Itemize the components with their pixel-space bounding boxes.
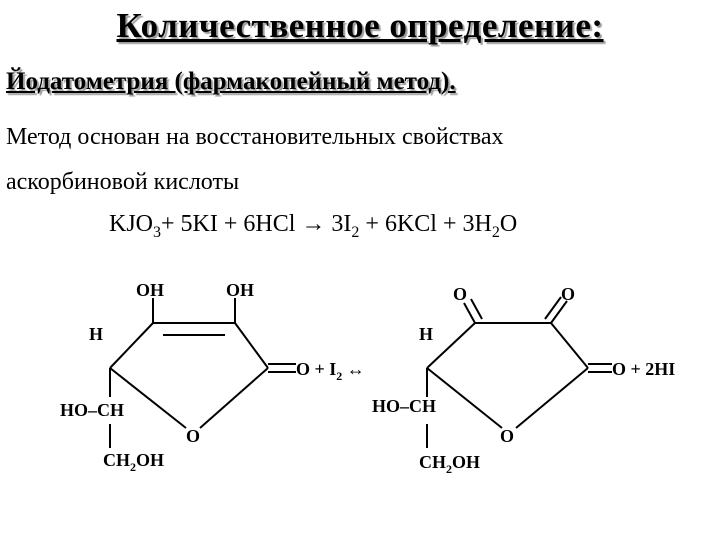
equilibrium-arrow: ↔ (342, 359, 365, 379)
hoch-label-right: HO–CH (372, 396, 437, 416)
hydroxyl-label-2: OH (226, 280, 255, 300)
eq-sub-2: 2 (351, 224, 360, 241)
carbonyl-oxygen-label (296, 359, 365, 383)
keto-oxygen-label-1: O (453, 284, 468, 304)
slide-subtitle: Йодатометрия (фармакопейный метод). (6, 68, 456, 95)
bond-keto1-b (471, 299, 482, 319)
bond-right-ring (235, 323, 268, 368)
bond-left-ring (110, 323, 153, 368)
body-text-line-1: Метод основан на восстановительных свойствах (6, 124, 504, 150)
reagent-iodine: + I (310, 359, 337, 379)
bond-ring-o-right (200, 368, 268, 428)
hoch-label-left: HO–CH (60, 400, 125, 420)
hydrogen-label-left: H (89, 324, 104, 344)
bond-keto2-a (551, 301, 567, 323)
ch2oh-left-a: CH (103, 450, 130, 470)
ascorbic-acid-structure (60, 280, 433, 474)
reagent-iodine-sub: 2 (336, 369, 343, 383)
hydrogen-label-right: H (419, 324, 434, 344)
ch2oh-left-sub: 2 (130, 460, 136, 474)
ch2oh-left-b: OH (136, 450, 165, 470)
bond-ring-o-right-r (516, 368, 588, 428)
carbonyl-o: O (296, 359, 311, 379)
slide-title: Количественное определение: (116, 6, 604, 45)
product-label: O + 2HI (612, 359, 676, 379)
eq-part-3: + 6KCl + 3H (359, 211, 492, 237)
body-text-line-2: аскорбиновой кислоты (6, 169, 240, 195)
ch2oh-right-a: CH (419, 452, 446, 472)
eq-part-1: KJO (109, 211, 154, 237)
ch2oh-label-right (419, 452, 480, 476)
bond-keto2-b (545, 297, 561, 319)
eq-sub-1: 3 (153, 224, 162, 241)
eq-part-2: + 5KI + 6HCl → 3I (161, 211, 352, 237)
hydroxyl-label-1: OH (136, 280, 165, 300)
ring-oxygen-label-left: O (186, 426, 201, 446)
ch2oh-label-left (103, 450, 164, 474)
bond-ring-o-left-r (427, 368, 502, 428)
dehydroascorbic-acid-structure (372, 284, 675, 476)
bond-keto1-a (464, 303, 475, 323)
keto-oxygen-label-2: O (561, 284, 576, 304)
ch2oh-right-sub: 2 (446, 462, 452, 476)
eq-sub-3: 2 (491, 224, 500, 241)
eq-part-4: O (499, 211, 518, 237)
bond-left-ring-r (427, 323, 475, 368)
ch2oh-right-b: OH (452, 452, 481, 472)
bond-right-ring-r (551, 323, 588, 368)
ring-oxygen-label-right: O (500, 426, 515, 446)
